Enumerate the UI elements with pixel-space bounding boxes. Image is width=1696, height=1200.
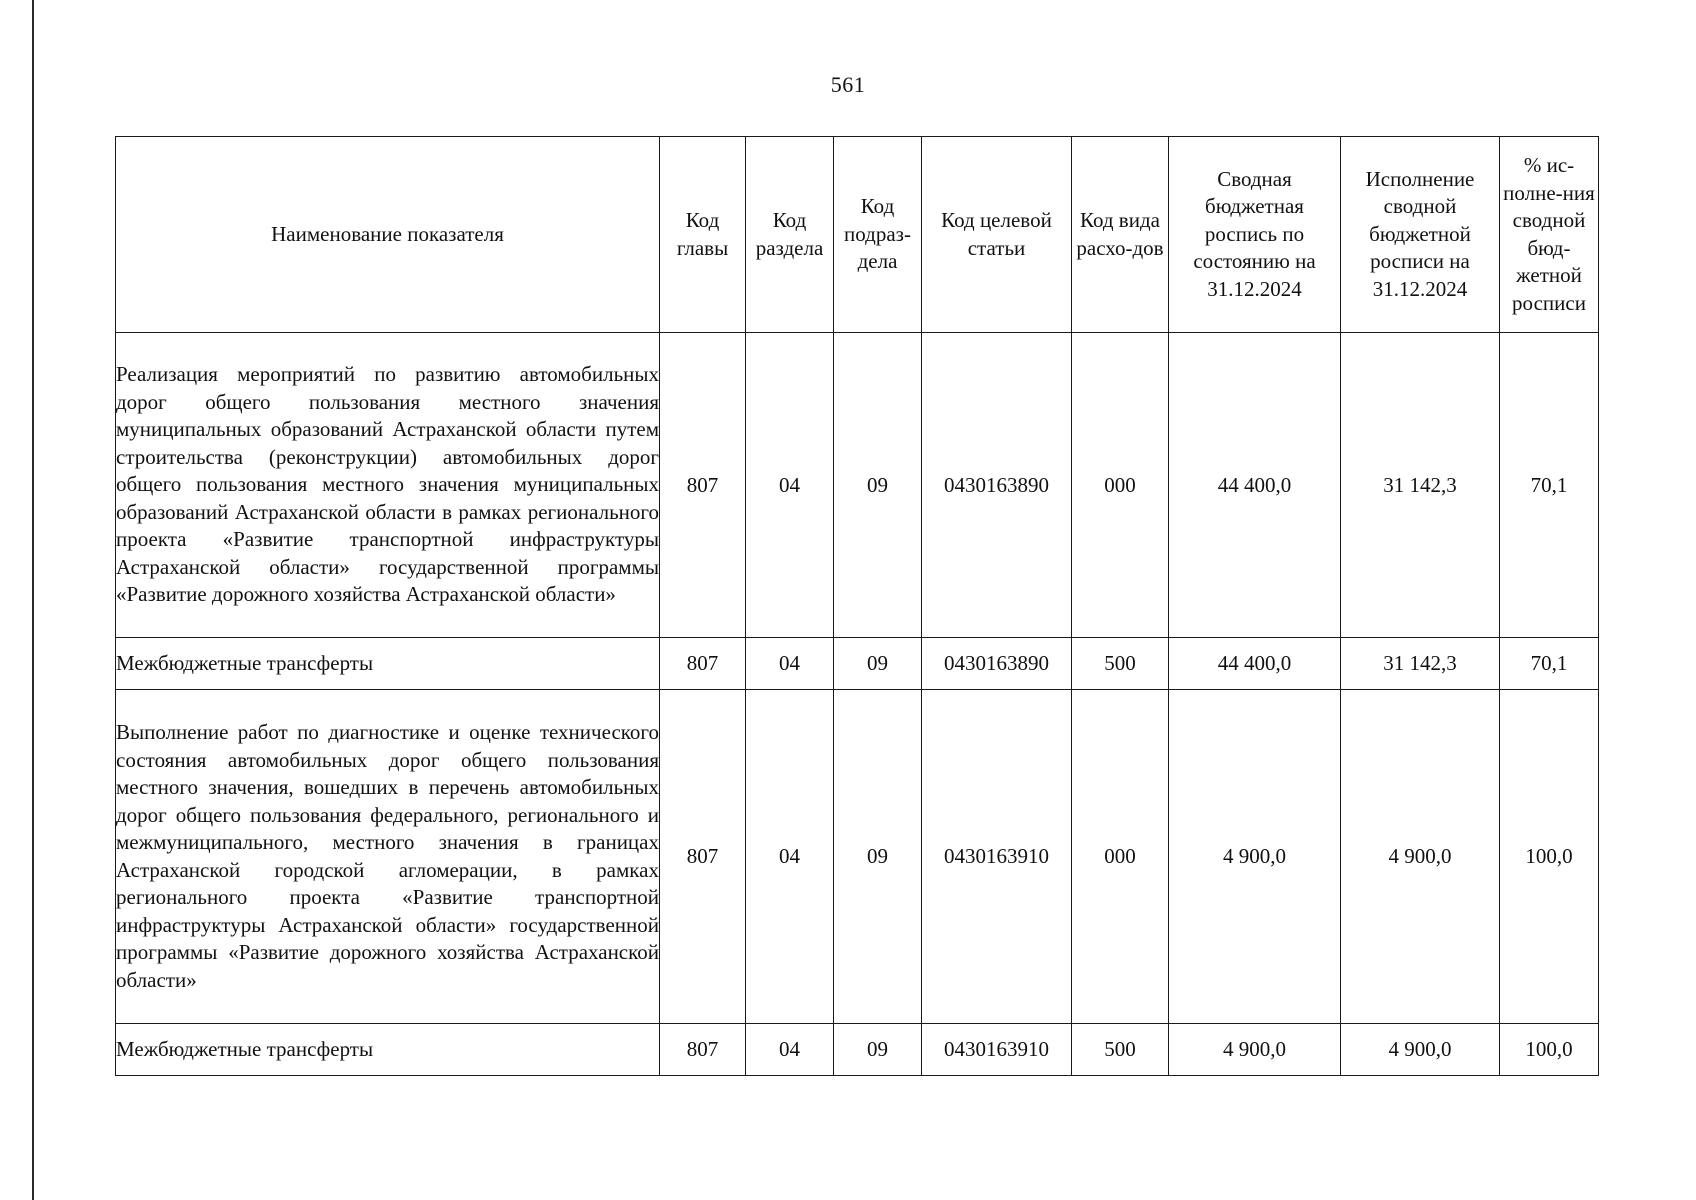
header-name: Наименование показателя (116, 137, 660, 333)
table-row (116, 638, 1599, 690)
row-subsection-code: 09 (834, 1024, 922, 1076)
row-expense-type-code: 500 (1072, 638, 1169, 690)
row-execution-percent: 70,1 (1500, 333, 1599, 638)
row-chapter-code: 807 (660, 333, 746, 638)
row-execution-percent: 100,0 (1500, 690, 1599, 1024)
table-row (116, 333, 1599, 638)
header-budget-execution: Исполнение сводной бюджетной росписи на 31.12.2024 (1341, 137, 1500, 333)
row-name: Межбюджетные трансферты (116, 1024, 660, 1076)
row-target-code: 0430163910 (922, 1024, 1072, 1076)
row-subsection-code: 09 (834, 333, 922, 638)
row-execution-percent: 100,0 (1500, 1024, 1599, 1076)
header-section-code: Код раздела (746, 137, 834, 333)
header-target-code: Код целевой статьи (922, 137, 1072, 333)
header-chapter-code: Код главы (660, 137, 746, 333)
row-expense-type-code: 000 (1072, 690, 1169, 1024)
row-budget-plan: 4 900,0 (1169, 1024, 1341, 1076)
row-budget-execution: 4 900,0 (1341, 690, 1500, 1024)
row-section-code: 04 (746, 638, 834, 690)
row-chapter-code: 807 (660, 690, 746, 1024)
table-row (116, 690, 1599, 1024)
row-budget-execution: 4 900,0 (1341, 1024, 1500, 1076)
scan-edge-line (32, 0, 34, 1200)
page-number: 561 (830, 72, 866, 97)
header-execution-percent: % ис-полне-ния сводной бюд-жетной росписи (1500, 137, 1599, 333)
row-budget-execution: 31 142,3 (1341, 333, 1500, 638)
row-expense-type-code: 500 (1072, 1024, 1169, 1076)
row-name: Выполнение работ по диагностике и оценке технического состояния автомобильных дорог общего пользования местного значения, вошедших в перечень автомобильных дорог общего пользования федерального, регионального и межмуниципального, местного значения в границах Астраханской городской агломерации, в рамках регионального проекта «Развитие транспортной инфраструктуры Астраханской области» государственной программы «Развитие дорожного хозяйства Астраханской области» (116, 690, 660, 1024)
table-row (116, 1024, 1599, 1076)
row-execution-percent: 70,1 (1500, 638, 1599, 690)
header-budget-plan: Сводная бюджетная роспись по состоянию на 31.12.2024 (1169, 137, 1341, 333)
row-budget-plan: 44 400,0 (1169, 333, 1341, 638)
row-chapter-code: 807 (660, 638, 746, 690)
row-chapter-code: 807 (660, 1024, 746, 1076)
row-name: Межбюджетные трансферты (116, 638, 660, 690)
row-target-code: 0430163910 (922, 690, 1072, 1024)
row-target-code: 0430163890 (922, 638, 1072, 690)
row-expense-type-code: 000 (1072, 333, 1169, 638)
row-section-code: 04 (746, 333, 834, 638)
row-name: Реализация мероприятий по развитию автомобильных дорог общего пользования местного значения муниципальных образований Астраханской области путем строительства (реконструкции) автомобильных дорог общего пользования местного значения муниципальных образований Астраханской области в рамках регионального проекта «Развитие транспортной инфраструктуры Астраханской области» государственной программы «Развитие дорожного хозяйства Астраханской области» (116, 333, 660, 638)
row-subsection-code: 09 (834, 690, 922, 1024)
table-header-row (116, 137, 1599, 333)
row-target-code: 0430163890 (922, 333, 1072, 638)
row-section-code: 04 (746, 1024, 834, 1076)
header-subsection-code: Код подраз-дела (834, 137, 922, 333)
row-subsection-code: 09 (834, 638, 922, 690)
budget-execution-table (115, 136, 1599, 1076)
row-section-code: 04 (746, 690, 834, 1024)
row-budget-execution: 31 142,3 (1341, 638, 1500, 690)
row-budget-plan: 44 400,0 (1169, 638, 1341, 690)
row-budget-plan: 4 900,0 (1169, 690, 1341, 1024)
header-expense-type-code: Код вида расхо-дов (1072, 137, 1169, 333)
